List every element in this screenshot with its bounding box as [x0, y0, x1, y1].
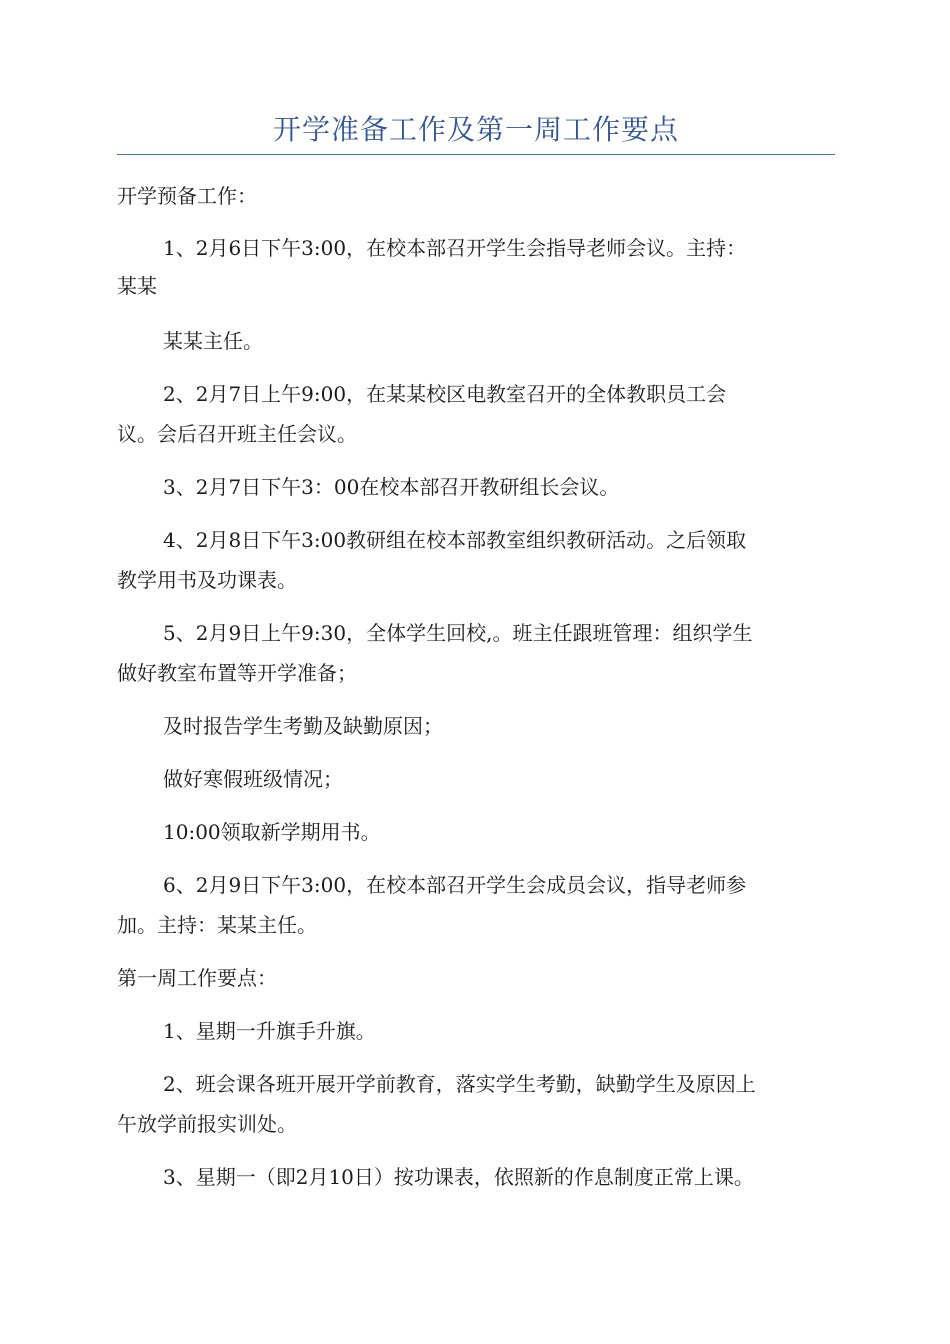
- paragraph-line: 做好寒假班级情况；: [163, 767, 343, 791]
- paragraph-line: 某某主任。: [163, 329, 263, 353]
- paragraph-line: 5、2月9日上午9:30，全体学生回校,。班主任跟班管理：组织学生: [163, 621, 753, 645]
- paragraph-line: 午放学前报实训处。: [117, 1112, 297, 1136]
- section-heading-preparation: 开学预备工作：: [117, 184, 257, 208]
- page-title: 开学准备工作及第一周工作要点: [272, 113, 679, 146]
- paragraph-line: 1、星期一升旗手升旗。: [163, 1019, 376, 1043]
- paragraph-line: 及时报告学生考勤及缺勤原因；: [163, 714, 443, 738]
- title-underline: [117, 154, 835, 155]
- paragraph-line: 2、班会课各班开展开学前教育，落实学生考勤，缺勤学生及原因上: [163, 1072, 756, 1096]
- paragraph-line: 教学用书及功课表。: [117, 568, 297, 592]
- paragraph-line: 某某: [117, 274, 157, 298]
- paragraph-line: 3、星期一（即2月10日）按功课表，依照新的作息制度正常上课。: [163, 1165, 754, 1189]
- paragraph-line: 3、2月7日下午3：00在校本部召开教研组长会议。: [163, 475, 620, 499]
- paragraph-line: 加。主持：某某主任。: [117, 913, 317, 937]
- paragraph-line: 2、2月7日上午9:00，在某某校区电教室召开的全体教职员工会: [163, 382, 727, 406]
- paragraph-line: 4、2月8日下午3:00教研组在校本部教室组织教研活动。之后领取: [163, 528, 747, 552]
- paragraph-line: 做好教室布置等开学准备；: [117, 661, 357, 685]
- paragraph-line: 10:00领取新学期用书。: [163, 820, 381, 844]
- paragraph-line: 议。会后召开班主任会议。: [117, 422, 357, 446]
- paragraph-line: 6、2月9日下午3:00，在校本部召开学生会成员会议，指导老师参: [163, 873, 747, 897]
- section-heading-first-week: 第一周工作要点：: [117, 966, 277, 990]
- paragraph-line: 1、2月6日下午3:00，在校本部召开学生会指导老师会议。主持：: [163, 236, 747, 260]
